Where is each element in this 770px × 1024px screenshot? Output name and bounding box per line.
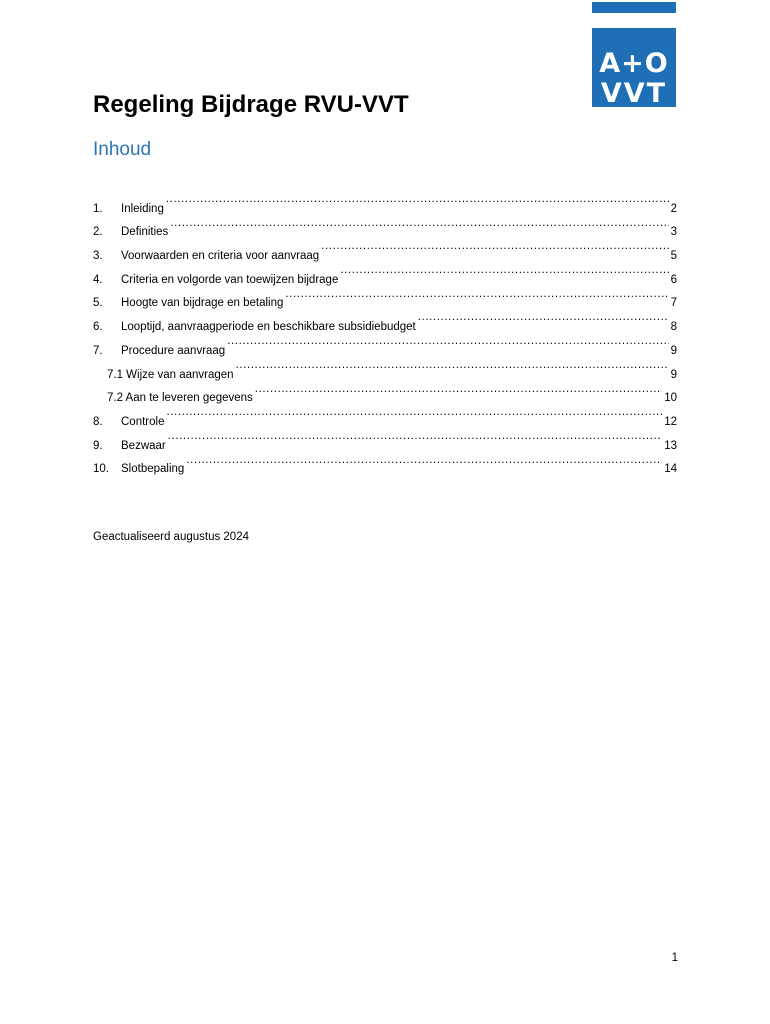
- toc-entry-controle[interactable]: [93, 401, 677, 428]
- toc-entry-number: 5.: [93, 297, 103, 310]
- toc-entry-page: 5: [670, 250, 677, 263]
- toc-entry-page: 7: [670, 297, 677, 310]
- toc-entry-label: Hoogte van bijdrage en betaling: [121, 297, 284, 310]
- toc-entry-page: 8: [670, 321, 677, 334]
- toc-entry-page: 12: [664, 415, 677, 428]
- toc-entry-number: 7.: [93, 344, 103, 357]
- ao-vvt-logo: [592, 28, 676, 107]
- toc-entry-page: 3: [670, 226, 677, 239]
- toc-entry-page: 13: [664, 439, 677, 452]
- update-date-note: Geactualiseerd augustus 2024: [93, 531, 249, 543]
- toc-entry-label: Procedure aanvraag: [121, 344, 226, 357]
- toc-entry-label: Bezwaar: [121, 439, 166, 452]
- toc-entry-label: Criteria en volgorde van toewijzen bijdrage: [121, 273, 339, 286]
- toc-entry-label: 7.2 Aan te leveren gegevens: [107, 392, 253, 405]
- page-number: 1: [671, 952, 678, 964]
- toc-entry-label: Slotbepaling: [121, 463, 185, 476]
- toc-dot-leader: [166, 188, 669, 212]
- toc-entry-slotbepaling[interactable]: [93, 449, 677, 476]
- toc-entry-definities[interactable]: [93, 212, 677, 239]
- toc-entry-page: 2: [670, 202, 677, 215]
- toc-dot-leader: [166, 401, 662, 425]
- toc-dot-leader: [168, 425, 662, 449]
- toc-entry-label: Inleiding: [121, 202, 164, 215]
- toc-entry-label: Looptijd, aanvraagperiode en beschikbare subsidiebudget: [121, 321, 416, 334]
- toc-entry-label: Voorwaarden en criteria voor aanvraag: [121, 250, 320, 263]
- toc-entry-label: Controle: [121, 415, 165, 428]
- toc-dot-leader: [321, 235, 668, 259]
- toc-dot-leader: [340, 259, 668, 283]
- toc-entry-number: 1.: [93, 202, 103, 215]
- toc-entry-number: 8.: [93, 415, 103, 428]
- logo-text-line2: VVT: [600, 78, 668, 109]
- toc-entry-label: Definities: [121, 226, 169, 239]
- toc-entry-voorwaarden[interactable]: [93, 235, 677, 263]
- toc-entry-number: 2.: [93, 226, 103, 239]
- document-title: Regeling Bijdrage RVU-VVT: [93, 91, 409, 118]
- logo-top-bar: [592, 2, 676, 13]
- toc-dot-leader: [285, 283, 668, 307]
- toc-entry-page: 10: [664, 392, 677, 405]
- toc-dot-leader: [186, 449, 662, 473]
- toc-entry-number: 3.: [93, 250, 103, 263]
- toc-dot-leader: [170, 212, 668, 236]
- toc-entry-page: 14: [664, 463, 677, 476]
- toc-entry-label: 7.1 Wijze van aanvragen: [107, 368, 234, 381]
- table-of-contents: [93, 188, 677, 476]
- toc-dot-leader: [255, 378, 662, 402]
- toc-entry-number: 10.: [93, 463, 109, 476]
- toc-entry-page: 9: [670, 368, 677, 381]
- toc-dot-leader: [227, 330, 668, 354]
- toc-entry-bezwaar[interactable]: [93, 425, 677, 452]
- toc-entry-number: 4.: [93, 273, 103, 286]
- toc-dot-leader: [418, 306, 669, 330]
- logo-text-line1: A+O: [599, 48, 669, 79]
- toc-entry-number: 9.: [93, 439, 103, 452]
- toc-dot-leader: [236, 354, 669, 378]
- toc-entry-page: 6: [670, 273, 677, 286]
- toc-entry-inleiding[interactable]: [93, 188, 677, 215]
- toc-heading: Inhoud: [93, 139, 152, 160]
- toc-entry-number: 6.: [93, 321, 103, 334]
- toc-entry-page: 9: [670, 344, 677, 357]
